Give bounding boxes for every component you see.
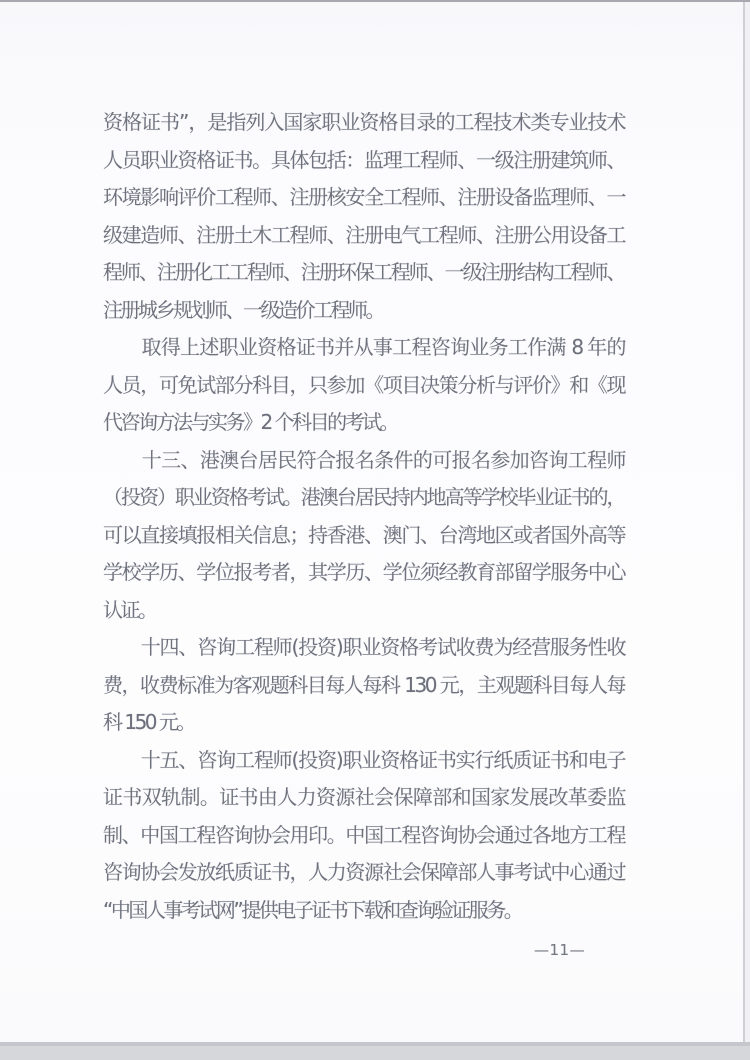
text-line: 程师、注册化工工程师、注册环保工程师、一级注册结构工程师、 bbox=[103, 260, 624, 284]
scan-edge-top bbox=[0, 0, 750, 2]
text-line: 资格证书”，是指列入国家职业资格目录的工程技术类专业技术 bbox=[103, 110, 624, 134]
text-line: 学校学历、学位报考者，其学历、学位须经教育部留学服务中心 bbox=[103, 560, 624, 584]
text-line: 取得上述职业资格证书并从事工程咨询业务工作满 8 年的 bbox=[103, 335, 624, 359]
text-line: 人员职业资格证书。具体包括：监理工程师、一级注册建筑师、 bbox=[103, 147, 624, 172]
page-number: —11— bbox=[534, 941, 586, 959]
text-line: 制、中国工程咨询协会用印。中国工程咨询协会通过各地方工程 bbox=[103, 822, 624, 847]
text-line: 人员，可免试部分科目，只参加《项目决策分析与评价》和《现 bbox=[103, 372, 624, 397]
text-line: 十五、咨询工程师(投资)职业资格证书实行纸质证书和电子 bbox=[103, 747, 624, 772]
scan-edge-right bbox=[743, 2, 745, 1042]
text-line: （投资）职业资格考试。港澳台居民持内地高等学校毕业证书的， bbox=[103, 485, 624, 509]
text-line: 可以直接填报相关信息；持香港、澳门、台湾地区或者国外高等 bbox=[103, 522, 624, 547]
document-body bbox=[103, 104, 624, 929]
text-line: 代咨询方法与实务》2 个科目的考试。 bbox=[103, 410, 398, 434]
text-line: 咨询协会发放纸质证书，人力资源社会保障部人事考试中心通过 bbox=[103, 860, 624, 884]
text-line: 十四、咨询工程师(投资)职业资格考试收费为经营服务性收 bbox=[103, 635, 624, 659]
text-line: 科 150 元。 bbox=[103, 710, 194, 734]
text-line: 注册城乡规划师、一级造价工程师。 bbox=[103, 297, 383, 322]
scan-strip-right bbox=[745, 2, 750, 1042]
text-line: 环境影响评价工程师、注册核安全工程师、注册设备监理师、一 bbox=[103, 185, 624, 209]
text-line: 证书双轨制。证书由人力资源社会保障部和国家发展改革委监 bbox=[103, 785, 624, 809]
text-line: 级建造师、注册土木工程师、注册电气工程师、注册公用设备工 bbox=[103, 222, 624, 247]
scan-strip-bottom bbox=[0, 1046, 750, 1060]
text-line: 十三、港澳台居民符合报名条件的可报名参加咨询工程师 bbox=[103, 447, 624, 472]
text-line: 认证。 bbox=[103, 597, 156, 622]
text-line: 费，收费标准为客观题科目每人每科 130 元，主观题科目每人每 bbox=[103, 672, 624, 697]
text-line: “中国人事考试网”提供电子证书下载和查询验证服务。 bbox=[103, 897, 522, 922]
